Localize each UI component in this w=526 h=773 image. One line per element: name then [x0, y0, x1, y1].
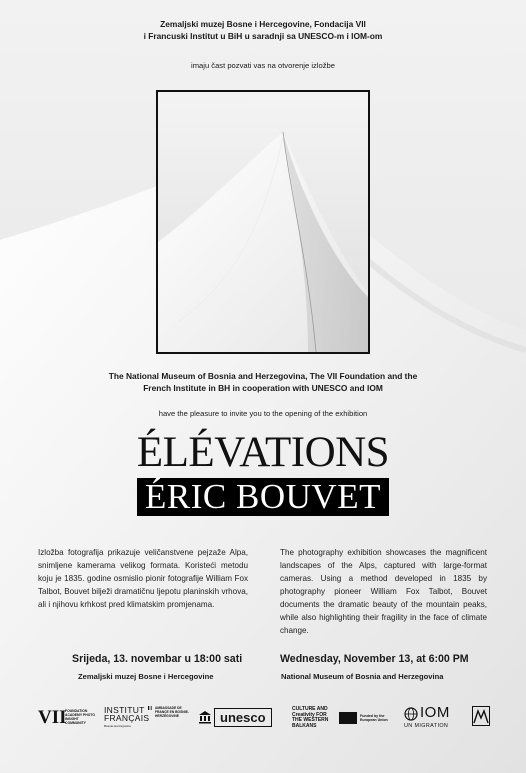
- event-date-bs: Srijeda, 13. novembar u 18:00 sati: [72, 653, 243, 665]
- sponsor-logos: [38, 706, 490, 734]
- header-line-1: Zemaljski muzej Bosne i Hercegovine, Fondacija VII: [160, 19, 366, 29]
- en-header-line-1: The National Museum of Bosnia and Herzegovina, The VII Foundation and the: [108, 371, 418, 381]
- event-venue-bs: Zemaljski muzej Bosne i Hercegovine: [78, 672, 214, 681]
- institut-francais-logo: INSTITUT FRANÇAIS: [104, 705, 150, 723]
- artist-name: ÉRIC BOUVET: [137, 478, 389, 516]
- en-header-invite: have the pleasure to invite you to the opening of the exhibition: [158, 409, 368, 418]
- en-header-organizers: [0, 370, 526, 394]
- ambassade-logo: AMBASSADE DE FRANCE EN BOSNIE-HERZÉGOVINE: [155, 706, 189, 718]
- culture-creativity-logo: CULTURE AND Creativity FOR THE WESTERN BALKANS: [292, 706, 329, 729]
- iom-subtitle: UN MIGRATION: [404, 723, 449, 729]
- iom-globe-icon: [404, 707, 418, 721]
- exhibition-title: ÉLÉVATIONS: [136, 429, 390, 476]
- unesco-temple-icon: [198, 710, 212, 724]
- event-venue-en: National Museum of Bosnia and Herzegovina: [281, 672, 444, 681]
- eu-flag-icon: [339, 712, 357, 724]
- event-date-en: Wednesday, November 13, at 6:00 PM: [280, 653, 469, 665]
- french-flag-icon: [148, 706, 152, 710]
- en-header-line-2: French Institute in BH in cooperation with UNESCO and IOM: [143, 383, 383, 393]
- iom-logo: IOM: [420, 704, 450, 721]
- description-bs: Izložba fotografija prikazuje veličanstvene pejzaže Alpa, snimljene kamerama velikog formata. Koristeći metodu koju je 1835. godine osmislio pionir fotografije William Fox Talbot, Bouvet bilježi dramatičnu ljepotu planinskih vrhova, ali i njihovu krhkost pred klimatskim promjenama.: [38, 548, 248, 609]
- header-invite: imaju čast pozvati vas na otvorenje izložbe: [191, 61, 335, 70]
- vii-logo: VII: [38, 707, 67, 728]
- vii-logo-subtitle: FOUNDATION ACADEMY PHOTO INSIGHT COMMUNITY: [65, 709, 96, 725]
- eu-funded-logo: Funded by the European Union: [360, 714, 388, 722]
- museum-logo-icon: [472, 706, 490, 726]
- header-line-2: i Francuski Institut u BiH u saradnji sa UNESCO-m i IOM-om: [143, 31, 383, 41]
- unesco-logo: unesco: [214, 708, 272, 727]
- description-en: The photography exhibition showcases the magnificent landscapes of the Alps, captured with large-format cameras. Using a method developed in 1835 by photography pioneer William Fox Talbot, Bouvet documents the dramatic beauty of the mountain peaks, while also highlighting their fragility in the face of climate change.: [280, 548, 487, 635]
- header-organizers: [0, 18, 526, 42]
- exhibition-photo: [156, 90, 370, 354]
- institut-francais-subtitle: Bosnie-Herzégovine: [104, 724, 132, 728]
